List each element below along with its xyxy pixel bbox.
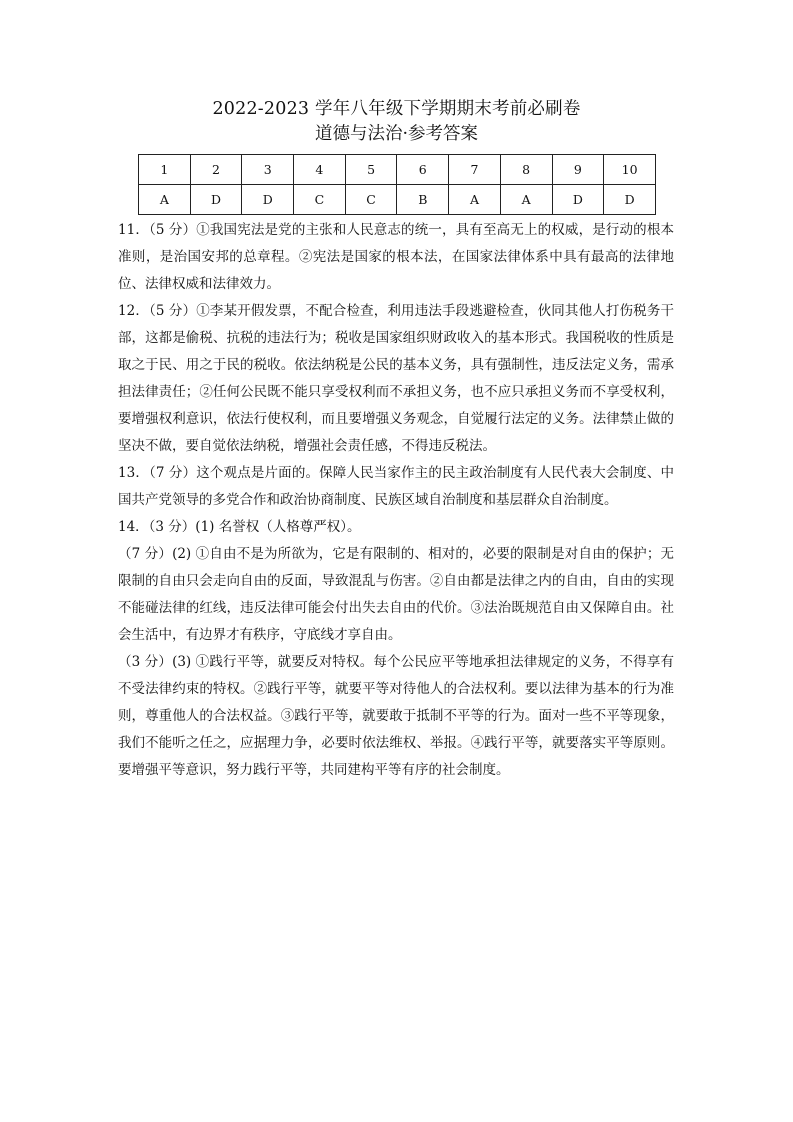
- answer-q14-part1: 14．（3 分）(1) 名誉权（人格尊严权）。: [118, 519, 361, 535]
- question-number: 3: [242, 155, 294, 185]
- question-number: 4: [294, 155, 346, 185]
- question-number: 9: [552, 155, 604, 185]
- answer-cell: A: [449, 185, 501, 215]
- answer-cell: A: [139, 185, 191, 215]
- question-number: 7: [449, 155, 501, 185]
- question-number: 2: [190, 155, 242, 185]
- answer-cell: D: [242, 185, 294, 215]
- answer-cell: C: [294, 185, 346, 215]
- question-number-row: [139, 155, 656, 185]
- answer-cell: D: [190, 185, 242, 215]
- question-number: 1: [139, 155, 191, 185]
- document-title: 2022-2023 学年八年级下学期期末考前必刷卷: [212, 99, 581, 119]
- title-block: [0, 97, 793, 146]
- answer-cell: B: [397, 185, 449, 215]
- answer-cell: C: [345, 185, 397, 215]
- answer-q12: 12．（5 分）①李某开假发票，不配合检查，利用违法手段逃避检查，伙同其他人打伤税务干部，这都是偷税、抗税的违法行为；税收是国家组织财政收入的基本形式。我国税收的性质是取之于民、用之于民的税收。依法纳税是公民的基本义务，具有强制性，违反法定义务，需承担法律责任；②任何公民既不能只享受权利而不承担义务，也不应只承担义务而不享受权利，要增强权利意识，依法行使权利，而且要增强义务观念，自觉履行法定的义务。法律禁止做的坚决不做，要自觉依法纳税，增强社会责任感，不得违反税法。: [118, 303, 674, 454]
- question-number: 10: [604, 155, 656, 185]
- answer-q14-part2: （7 分）(2) ①自由不是为所欲为，它是有限制的、相对的，必要的限制是对自由的保护；无限制的自由只会走向自由的反面，导致混乱与伤害。②自由都是法律之内的自由，自由的实现不能碰法律的红线，违反法律可能会付出失去自由的代价。③法治既规范自由又保障自由。社会生活中，有边界才有秩序，守底线才享自由。: [118, 546, 674, 643]
- document-subtitle: 道德与法治·参考答案: [314, 124, 479, 144]
- answer-row: [139, 185, 656, 215]
- question-number: 6: [397, 155, 449, 185]
- answer-q14-part3: （3 分）(3) ①践行平等，就要反对特权。每个公民应平等地承担法律规定的义务，不得享有不受法律约束的特权。②践行平等，就要平等对待他人的合法权利。要以法律为基本的行为准则，尊重他人的合法权益。③践行平等，就要敢于抵制不平等的行为。面对一些不平等现象，我们不能听之任之，应据理力争，必要时依法维权、举报。④践行平等，就要落实平等原则。要增强平等意识，努力践行平等，共同建构平等有序的社会制度。: [118, 654, 674, 778]
- answer-table: [138, 154, 656, 215]
- answer-cell: A: [500, 185, 552, 215]
- question-number: 8: [500, 155, 552, 185]
- answer-q11: 11．（5 分）①我国宪法是党的主张和人民意志的统一，具有至高无上的权威，是行动的根本准则，是治国安邦的总章程。②宪法是国家的根本法，在国家法律体系中具有最高的法律地位、法律权威和法律效力。: [118, 222, 674, 292]
- question-number: 5: [345, 155, 397, 185]
- answer-content: [118, 217, 674, 784]
- answer-cell: D: [604, 185, 656, 215]
- answer-cell: D: [552, 185, 604, 215]
- answer-q13: 13．（7 分）这个观点是片面的。保障人民当家作主的民主政治制度有人民代表大会制度、中国共产党领导的多党合作和政治协商制度、民族区域自治制度和基层群众自治制度。: [118, 465, 674, 508]
